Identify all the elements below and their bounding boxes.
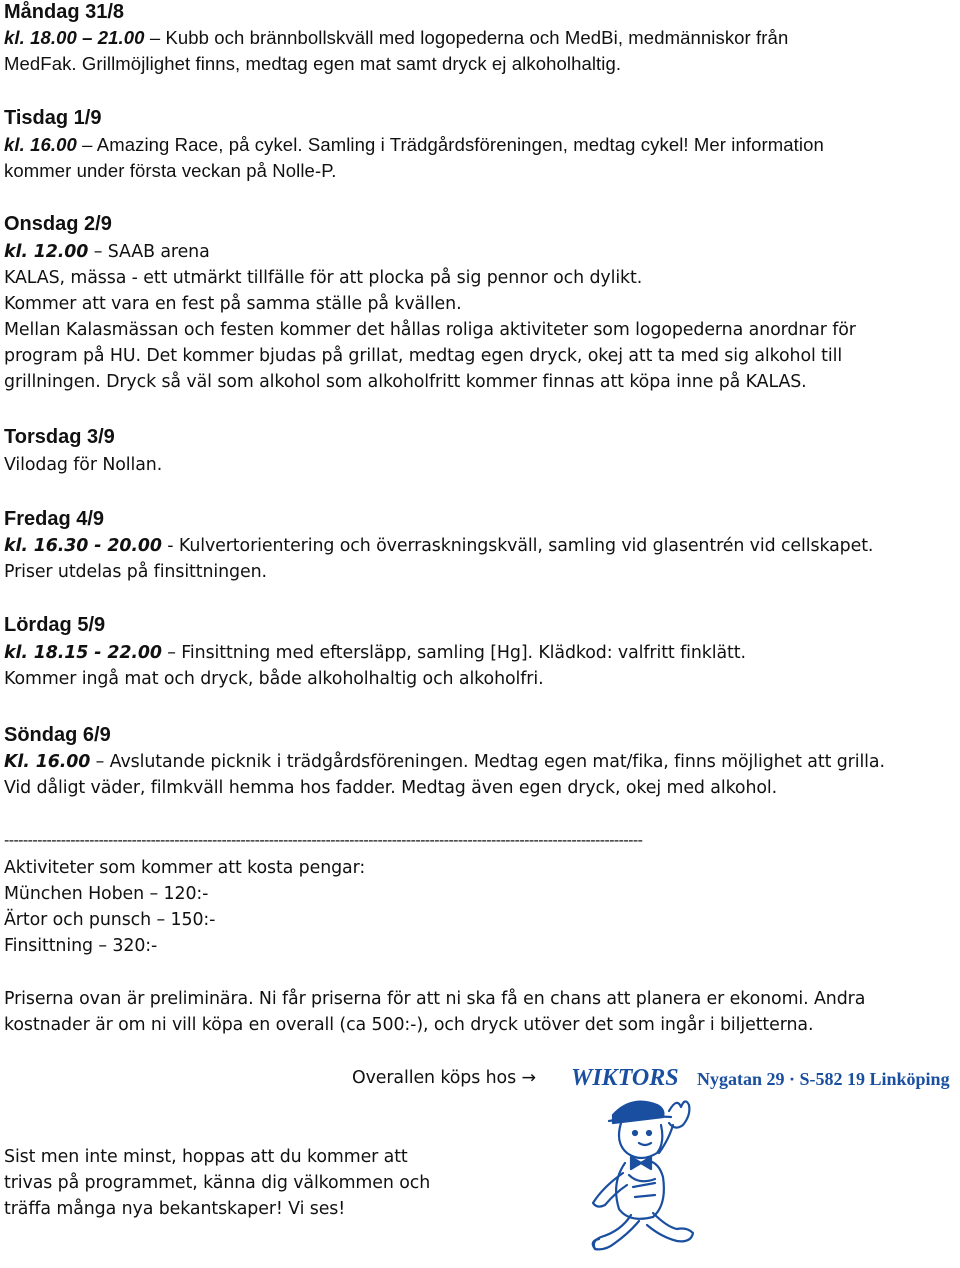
wednesday-time: kl. 12.00 xyxy=(4,242,89,262)
saturday-text-1: – Finsittning med eftersläpp, samling [Hg]. Klädkod: valfritt finklätt. xyxy=(161,643,746,663)
overall-label-line xyxy=(352,1065,536,1091)
overall-label: Overallen köps hos xyxy=(352,1068,522,1088)
day-heading-tuesday: Tisdag 1/9 xyxy=(4,107,102,129)
wiktors-logo xyxy=(565,1063,957,1263)
wednesday-line-1 xyxy=(4,239,210,265)
running-man-icon xyxy=(593,1101,693,1249)
monday-line-1 xyxy=(4,25,788,51)
closing-line-2: trivas på programmet, känna dig välkommen och xyxy=(4,1173,431,1193)
logo-address-text: Nygatan 29 · S-582 19 Linköping xyxy=(697,1069,950,1089)
wiktors-logo-graphic xyxy=(565,1063,957,1263)
saturday-line-1 xyxy=(4,640,746,666)
wednesday-text-1: – SAAB arena xyxy=(88,242,210,262)
friday-text-1: - Kulvertorientering och överraskningskväll, samling vid glasentrén vid cellskapet. xyxy=(161,536,874,556)
dashed-divider: --------------------------------------------------------------------------------------------------------------------------------------- xyxy=(4,832,643,849)
costs-title: Aktiviteter som kommer att kosta pengar: xyxy=(4,858,366,878)
day-heading-wednesday: Onsdag 2/9 xyxy=(4,213,112,235)
day-heading-saturday: Lördag 5/9 xyxy=(4,614,106,636)
wednesday-line-4: Mellan Kalasmässan och festen kommer det hållas roliga aktiviteter som logopederna anordnar för xyxy=(4,320,856,340)
friday-line-1 xyxy=(4,533,873,559)
wednesday-line-2: KALAS, mässa - ett utmärkt tillfälle för att plocka på sig pennor och dylikt. xyxy=(4,268,643,288)
wednesday-line-6: grillningen. Dryck så väl som alkohol som alkoholfritt kommer finnas att köpa inne på KALAS. xyxy=(4,372,807,392)
closing-line-1: Sist men inte minst, hoppas att du kommer att xyxy=(4,1147,408,1167)
day-heading-sunday: Söndag 6/9 xyxy=(4,724,111,746)
sunday-time: Kl. 16.00 xyxy=(4,752,91,772)
tuesday-line-1 xyxy=(4,132,824,158)
thursday-line-1: Vilodag för Nollan. xyxy=(4,455,163,475)
friday-line-2: Priser utdelas på finsittningen. xyxy=(4,562,267,582)
cost-item: München Hoben – 120:- xyxy=(4,884,209,904)
day-heading-monday: Måndag 31/8 xyxy=(4,1,125,23)
prices-note-line-2: kostnader är om ni vill köpa en overall (ca 500:-), och dryck utöver det som ingår i biljetterna. xyxy=(4,1015,814,1035)
monday-time: kl. 18.00 – 21.00 xyxy=(4,27,145,48)
prices-note-line-1: Priserna ovan är preliminära. Ni får priserna för att ni ska få en chans att planera er ekonomi. Andra xyxy=(4,989,866,1009)
cost-item: Finsittning – 320:- xyxy=(4,936,158,956)
logo-brand-text: WIKTORS xyxy=(571,1065,679,1091)
sunday-line-1 xyxy=(4,749,885,775)
sunday-text-1: – Avslutande picknik i trädgårdsföreningen. Medtag egen mat/fika, finns möjlighet att grilla. xyxy=(90,752,885,772)
tuesday-line-2: kommer under första veckan på Nolle-P. xyxy=(4,160,337,181)
monday-text-1: – Kubb och brännbollskväll med logopederna och MedBi, medmänniskor från xyxy=(144,27,789,48)
tuesday-text-1: – Amazing Race, på cykel. Samling i Trädgårdsföreningen, medtag cykel! Mer information xyxy=(76,134,824,155)
saturday-line-2: Kommer ingå mat och dryck, både alkoholhaltig och alkoholfri. xyxy=(4,669,544,689)
arrow-right-icon: → xyxy=(521,1068,536,1088)
tuesday-time: kl. 16.00 xyxy=(4,134,77,155)
friday-time: kl. 16.30 - 20.00 xyxy=(4,536,162,556)
sunday-line-2: Vid dåligt väder, filmkväll hemma hos fadder. Medtag även egen dryck, okej med alkohol. xyxy=(4,778,778,798)
closing-line-3: träffa många nya bekantskaper! Vi ses! xyxy=(4,1199,346,1219)
day-heading-thursday: Torsdag 3/9 xyxy=(4,426,115,448)
day-heading-friday: Fredag 4/9 xyxy=(4,508,105,530)
wednesday-line-5: program på HU. Det kommer bjudas på grillat, medtag egen dryck, okej att ta med sig alkohol till xyxy=(4,346,843,366)
saturday-time: kl. 18.15 - 22.00 xyxy=(4,643,162,663)
wednesday-line-3: Kommer att vara en fest på samma ställe på kvällen. xyxy=(4,294,462,314)
monday-line-2: MedFak. Grillmöjlighet finns, medtag egen mat samt dryck ej alkoholhaltig. xyxy=(4,53,622,74)
cost-item: Ärtor och punsch – 150:- xyxy=(4,910,216,930)
